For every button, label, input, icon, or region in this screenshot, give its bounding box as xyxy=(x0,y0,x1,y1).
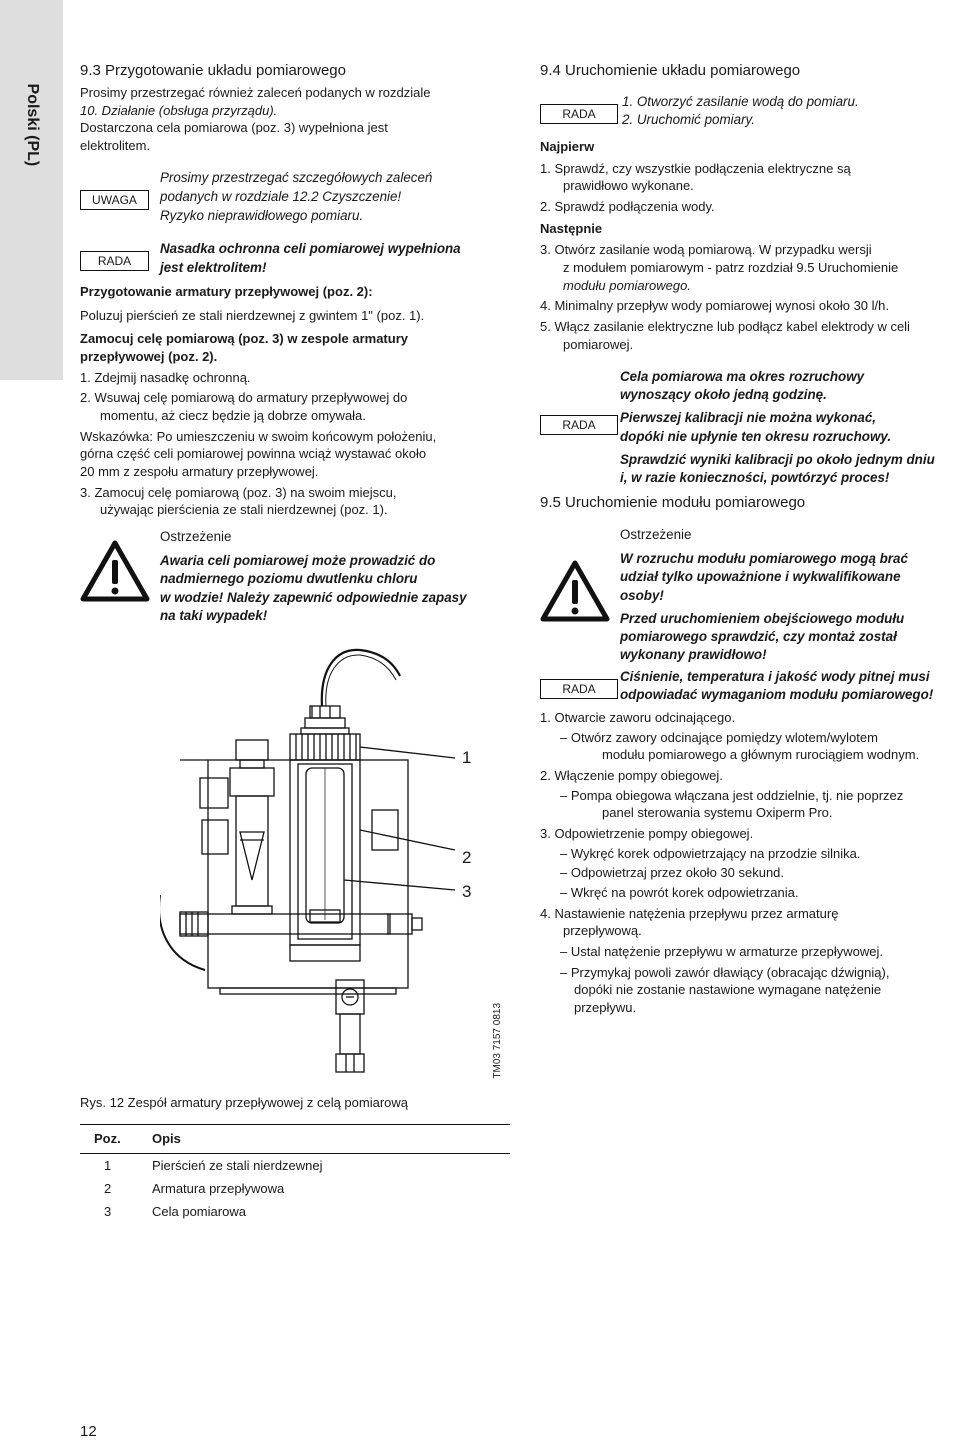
warning-line: Awaria celi pomiarowej może prowadzić do xyxy=(160,553,436,569)
hint-line: 20 mm z zespołu armatury przepływowej. xyxy=(80,464,319,480)
rada-line: odpowiadać wymaganiom modułu pomiarowego! xyxy=(620,687,934,703)
table-cell-pos: 2 xyxy=(104,1180,112,1196)
step-5: 5. Włącz zasilanie elektryczne lub podłącz kabel elektrody w celi xyxy=(540,319,910,335)
section-9-4-title: 9.4 Uruchomienie układu pomiarowego xyxy=(540,62,801,79)
step-4: 4. Minimalny przepływ wody pomiarowej wynosi około 30 l/h. xyxy=(540,298,889,314)
warning-line: udział tylko upoważnione i wykwalifikowane xyxy=(620,569,901,585)
step-2-detail-cont: panel sterowania systemu Oxiperm Pro. xyxy=(602,805,833,821)
warning-line: pomiarowego sprawdzić, czy montaż został xyxy=(620,629,897,645)
warning-line: w wodzie! Należy zapewnić odpowiednie zapasy xyxy=(160,589,467,605)
step-1-detail-cont: modułu pomiarowego a głównym rurociągiem wodnym. xyxy=(602,747,920,763)
warning-line: osoby! xyxy=(620,587,664,603)
rada-line: wynoszący około jedną godzinę. xyxy=(620,387,827,403)
step-1: 1. Zdejmij nasadkę ochronną. xyxy=(80,369,251,385)
rada-badge: RADA xyxy=(540,104,618,124)
rada-line: dopóki nie upłynie ten okresu rozruchowy. xyxy=(620,428,892,444)
intro-line: elektrolitem. xyxy=(80,138,151,154)
first-heading: Najpierw xyxy=(540,139,595,154)
check-1-cont: prawidłowo wykonane. xyxy=(563,178,694,194)
hint-line: Wskazówka: Po umieszczeniu w swoim końcowym położeniu, xyxy=(80,428,437,444)
page-number: 12 xyxy=(80,1423,97,1440)
step-4-detail: – Przymykaj powoli zawór dławiący (obracając dźwignią), xyxy=(560,964,890,980)
step-3: 3. Odpowietrzenie pompy obiegowej. xyxy=(540,826,754,842)
table-row xyxy=(80,1177,510,1200)
callout-2: 2 xyxy=(462,848,472,867)
table-cell-opis: Cela pomiarowa xyxy=(152,1203,246,1219)
preparation-block xyxy=(80,283,510,519)
table-row xyxy=(80,1154,510,1178)
step-1: 1. Otwarcie zaworu odcinającego. xyxy=(540,710,736,725)
step-4: 4. Nastawienie natężenia przepływu przez armaturę xyxy=(540,905,839,921)
rada-line: jest elektrolitem! xyxy=(160,260,267,276)
warning-line: na taki wypadek! xyxy=(160,607,268,623)
step-3: 3. Zamocuj celę pomiarową (poz. 3) na swoim miejscu, xyxy=(80,484,397,500)
warning-line: wykonany prawidłowo! xyxy=(620,647,767,663)
step-1-detail: – Otwórz zawory odcinające pomiędzy wlotem/wylotem xyxy=(560,729,878,745)
rada-note-1 xyxy=(160,239,500,277)
intro-line: Dostarczona cela pomiarowa (poz. 3) wypełniona jest xyxy=(80,120,388,136)
rada-line: Nasadka ochronna celi pomiarowej wypełniona xyxy=(160,241,461,256)
step-2-cont: momentu, aż ciecz będzie ją dobrze omywała. xyxy=(100,408,366,424)
mount-heading: Zamocuj celę pomiarową (poz. 3) w zespole armatury xyxy=(80,331,408,347)
section-9-3-intro xyxy=(80,84,500,155)
check-2: 2. Sprawdź podłączenia wody. xyxy=(540,199,715,215)
drawing-code xyxy=(488,1002,508,1082)
step-3-detail: – Wkręć na powrót korek odpowietrzania. xyxy=(560,885,799,901)
hint-line: górna część celi pomiarowej powinna wciąż wystawać około xyxy=(80,446,427,462)
uwaga-line: Prosimy przestrzegać szczegółowych zaleceń xyxy=(160,170,433,185)
warning-note-right xyxy=(620,526,960,665)
step-3-cont: z modułem pomiarowym - patrz rozdział 9.5 Uruchomienie xyxy=(563,260,899,276)
uwaga-line: Ryzyko nieprawidłowego pomiaru. xyxy=(160,208,364,224)
rada-note-start xyxy=(622,93,942,129)
table-cell-opis: Armatura przepływowa xyxy=(152,1180,285,1196)
figure-caption-text: Rys. 12 Zespół armatury przepływowej z celą pomiarową xyxy=(80,1095,409,1110)
warning-triangle-icon xyxy=(80,540,150,602)
warning-note-left xyxy=(160,528,500,625)
step-5-cont: pomiarowej. xyxy=(563,336,634,352)
warning-line: W rozruchu modułu pomiarowego mogą brać xyxy=(620,551,908,567)
rada-line: 2. Uruchomić pomiary. xyxy=(622,112,755,128)
step-3-detail: – Odpowietrzaj przez około 30 sekund. xyxy=(560,865,785,881)
rada-badge: RADA xyxy=(80,251,149,271)
rada-badge: RADA xyxy=(540,415,618,435)
prep-heading: Przygotowanie armatury przepływowej (poz. 2): xyxy=(80,284,373,299)
step-4-detail-cont: przepływu. xyxy=(574,1000,637,1016)
rada-line: Sprawdzić wyniki kalibracji po około jednym dniu xyxy=(620,451,935,467)
uwaga-line: podanych w rozdziale 12.2 Czyszczenie! xyxy=(160,189,402,205)
language-sidebar xyxy=(0,0,63,380)
step-3: 3. Otwórz zasilanie wodą pomiarową. W przypadku wersji xyxy=(540,242,872,258)
flow-fitting-drawing xyxy=(160,640,460,1080)
rada-line: Pierwszej kalibracji nie można wykonać, xyxy=(620,410,877,426)
language-label: Polski (PL) xyxy=(23,83,41,167)
callout-1: 1 xyxy=(462,748,472,767)
warning-title: Ostrzeżenie xyxy=(160,529,232,544)
intro-line: 10. Działanie (obsługa przyrządu). xyxy=(80,102,278,118)
step-3-detail: – Wykręć korek odpowietrzający na przodzie silnika. xyxy=(560,845,861,861)
startup-steps xyxy=(540,138,960,353)
check-1: 1. Sprawdź, czy wszystkie podłączenia elektryczne są xyxy=(540,160,851,176)
mount-heading: przepływowej (poz. 2). xyxy=(80,349,218,365)
step-4-detail: – Ustal natężenie przepływu w armaturze przepływowej. xyxy=(560,944,883,960)
section-9-5-title: 9.5 Uruchomienie modułu pomiarowego xyxy=(540,494,806,511)
rada-line: Cela pomiarowa ma okres rozruchowy xyxy=(620,369,865,384)
step-4-detail-cont: dopóki nie zostanie nastawione wymagane natężenie xyxy=(574,982,882,998)
table-row xyxy=(80,1200,510,1223)
intro-line: Prosimy przestrzegać również zaleceń podanych w rozdziale xyxy=(80,85,431,100)
uwaga-note xyxy=(160,168,500,225)
rada-badge: RADA xyxy=(540,679,618,699)
prep-text: Poluzuj pierścień ze stali nierdzewnej z gwintem 1" (poz. 1). xyxy=(80,307,425,323)
table-cell-pos: 3 xyxy=(104,1203,112,1219)
warning-line: nadmiernego poziomu dwutlenku chloru xyxy=(160,571,418,587)
warning-triangle-icon xyxy=(540,560,610,622)
table-header-pos: Poz. xyxy=(94,1131,121,1147)
rada-note-calibration xyxy=(620,368,960,487)
warning-title: Ostrzeżenie xyxy=(620,527,692,542)
rada-line: 1. Otworzyć zasilanie wodą do pomiaru. xyxy=(622,94,859,109)
warning-line: Przed uruchomieniem obejściowego modułu xyxy=(620,610,905,626)
step-4-cont: przepływową. xyxy=(563,923,642,939)
table-cell-opis: Pierścień ze stali nierdzewnej xyxy=(152,1157,323,1173)
step-2-detail: – Pompa obiegowa włączana jest oddzielnie, tj. nie poprzez xyxy=(560,787,904,803)
table-header-opis: Opis xyxy=(152,1131,181,1147)
figure-caption xyxy=(80,1094,408,1112)
drawing-code-text: TM03 7157 0813 xyxy=(492,1002,504,1079)
table-cell-pos: 1 xyxy=(104,1157,112,1173)
next-heading: Następnie xyxy=(540,220,603,236)
uwaga-badge: UWAGA xyxy=(80,190,149,210)
step-3-cont: modułu pomiarowego. xyxy=(563,277,691,293)
rada-line: Ciśnienie, temperatura i jakość wody pitnej musi xyxy=(620,669,930,684)
rada-line: i, w razie konieczności, powtórzyć proces! xyxy=(620,470,890,486)
section-9-3-title: 9.3 Przygotowanie układu pomiarowego xyxy=(80,62,346,79)
parts-table xyxy=(80,1124,510,1223)
step-2: 2. Wsuwaj celę pomiarową do armatury przepływowej do xyxy=(80,390,408,406)
module-startup-steps xyxy=(540,709,960,1017)
step-2: 2. Włączenie pompy obiegowej. xyxy=(540,768,723,784)
step-3-cont: używając pierścienia ze stali nierdzewnej (poz. 1). xyxy=(100,502,388,518)
callout-3: 3 xyxy=(462,882,472,901)
rada-note-water xyxy=(620,668,960,704)
